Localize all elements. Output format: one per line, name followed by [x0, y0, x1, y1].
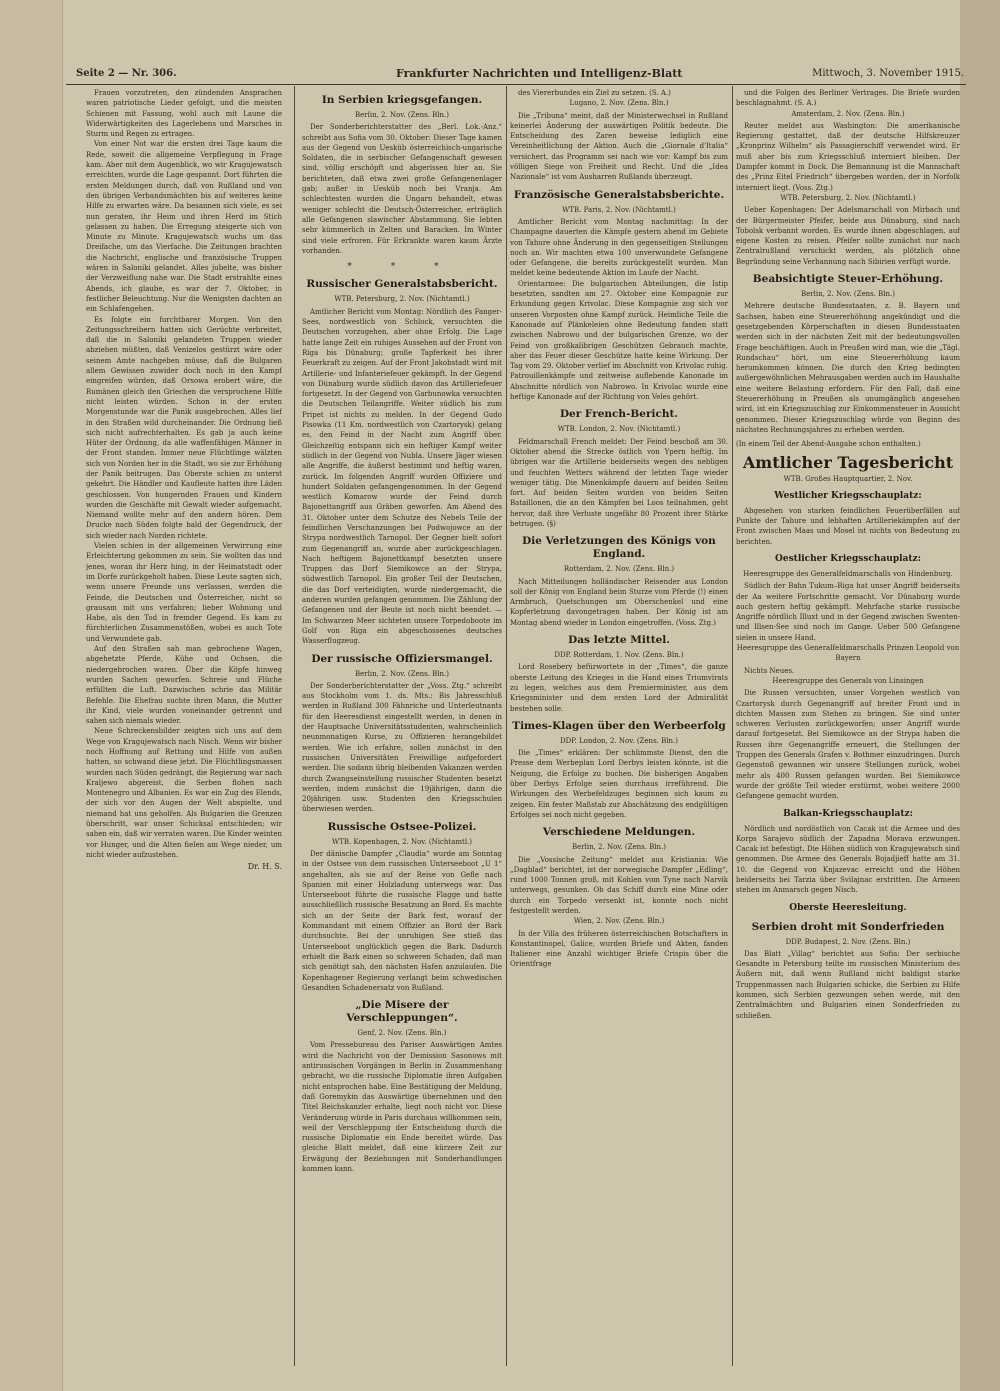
- masthead: Frankfurter Nachrichten und Intelligenz-Blatt: [396, 67, 683, 80]
- column-1: [86, 88, 282, 1366]
- article-body: und die Folgen des Berliner Vertrages. Die Briefe wurden beschlagnahmt. (S. A.): [736, 89, 960, 108]
- column-rule: [732, 86, 733, 1366]
- article-body: Abgesehen von starken feindlichen Feuerüberfällen auf Punkte der Tahure und lebhaften Artilleriekämpfen auf der Front zwischen Maas und Mosel ist nichts von Bedeutung zu berichten.: [736, 506, 960, 546]
- article-body: Ueber Kopenhagen: Der Adelsmarschall von Mirbach und der Bürgermeister Pfeifer, beide aus Dünaburg, sind nach Tobolsk verbannt worden. Es wurde ihnen abgeschlagen, auf eigene Kosten zu reisen. Pfeifer sollte zunächst nur nach Zentralrußland verschickt werden, als plötzlich ohne Begründung seine Verbannung nach Sibirien verfügt wurde.: [736, 206, 960, 266]
- headline-tax-increase: Beabsichtigte Steuer-Erhöhung.: [752, 273, 944, 286]
- dateline: WTB. Paris, 2. Nov. (Nichtamtl.): [562, 205, 676, 214]
- article-body: Nördlich und nordöstlich von Cacak ist die Armee und des Korps Sarajevo südlich der Zapadna Morava erzwungen. Cacak ist befestigt. Die Höhen südlich von Kragujewatsch sind genommen. Die Armee des Generals Bojadjieff hatte am 31. 10. die Gegend von Knjazevac erreicht und die Höhen beiderseits bei Tarzia über Svilajnac erstritten. Die Armeen stehen im Anmarsch gegen Nisch.: [736, 824, 960, 895]
- article-paragraph: Frauen vorzutreten, den zündenden Ansprachen waren patriotische Lieder gefolgt, und die meisten Schienen mit Fassung, wohl auch mit Laune die Widerwärtigkeiten des Lagerlebens und Marsches in Sturm und Regen zu ertragen.: [86, 89, 282, 139]
- article-body: Nichts Neues.: [744, 666, 795, 675]
- edition-note: (In einem Teil der Abend-Ausgabe schon enthalten.): [736, 440, 921, 449]
- article-body: Das Blatt „Villag“ berichtet aus Sofia: Der serbische Gesandte in Petersburg teilte im russischen Ministerium des Äußern mit, daß wenn Rußland nicht baldigst starke Truppenmassen nach Bulgarien schicke, die Serbien zu Hilfe kommen, sich Serbien gezwungen sehen werde, mit den Zentralmächten und Bulgarien einen Sonderfrieden zu schließen.: [736, 949, 960, 1020]
- article-paragraph: Auf den Straßen sah man gebrochene Wagen, abgehetzte Pferde, Kühe und Ochsen, die niedergebrochen waren. Über die Köpfe hinweg wurden Sachen geworfen. Schreie und Flüche erfüllten die Luft. Dazwischen schrie das Militär Befehle. Die Ehefrau suchte ihren Mann, die Mutter ihr Kind, viele wurden voneinander getrennt und sahen sich niemals wieder.: [86, 645, 282, 726]
- dateline: Genf, 2. Nov. (Zens. Bln.): [357, 1029, 447, 1038]
- report-signature: Oberste Heeresleitung.: [789, 902, 907, 913]
- article-body: In der Villa des früheren österreichischen Botschafters in Konstantinopel, Galice, wurden Briefe und Akten, fanden Italiener eine Anzahl wichtiger Briefe Crispis über die Orientfrage: [510, 929, 728, 969]
- dateline: Rotterdam, 2. Nov. (Zens. Bln.): [563, 565, 675, 574]
- dateline: WTB. London, 2. Nov. (Nichtamtl.): [557, 425, 681, 434]
- headline-serbia-separate-peace: Serbien droht mit Sonderfrieden: [751, 920, 945, 933]
- headline-times-complaints: Times-Klagen über den Werbeerfolg: [512, 719, 726, 732]
- headline-baltic-police: Russische Ostsee-Polizei.: [327, 820, 477, 833]
- article-body: Der Sonderberichterstatter des „Berl. Lok.-Anz.“ schreibt aus Sofia vom 30. Oktober: Dieser Tage kamen aus der Gegend von Uesküb österreichisch-ungarische Soldaten, die in serbischer Gefangenschaft gewesen sind, völlig erschöpft und abgerissen hier an. Sie berichteten, daß etwa zwei große Gefangenenlager gab; außer in Uesküb noch bei Vranja. Am schlechtesten wurden die Ungarn behandelt, etwas weniger schlecht die Deutsch-Österreicher, erträglich alle Gefangenen slawischer Abstammung. Sie lebten sehr kümmerlich in Zelten und Baracken. Im Winter sind viele erfroren. Für Erkrankte waren kaum Ärzte vorhanden.: [302, 123, 502, 255]
- article-body: Lord Rosebery befürwortete in der „Times“, die ganze oberste Leitung des Krieges in die Hand eines Triumvirats zu legen, welches aus dem Premierminister, aus dem Kriegsminister und dem ersten Lord der Admiralität bestehen solle.: [510, 663, 728, 713]
- headline-officer-shortage: Der russische Offiziersmangel.: [311, 652, 493, 665]
- dateline: Berlin, 2. Nov. (Zens. Bln.): [800, 290, 896, 299]
- army-group: Heeresgruppe des Generals von Linsingen: [772, 676, 924, 685]
- column-2: [302, 88, 502, 1366]
- subheading-eastern-front: Oestlicher Kriegsschauplatz:: [775, 553, 921, 564]
- previous-page-edge: [0, 0, 63, 1391]
- article-paragraph: Von einer Not war die ersten drei Tage kaum die Rede, soweit die allgemeine Verpflegung in Frage kam. Aber mit dem Augenblick, wo wir Kragujewatsch erreichten, wurde die Lage gespannt. Dort führten die ersten Meldungen durch, daß von Rußland und von den übrigen Verbandsmächten bis auf weiteres keine Hilfe zu erwarten wäre. Da besannen sich viele, es sei nun geraten, ihr Heim und ihren Herd im Stich gelassen zu haben. Die Erregung steigerte sich von Minute zu Minute. Kragujewatsch wuchs um das Dreifache, um das Vierfache. Die Zeitungen brachten die Nachricht, englische und französische Truppen wären in Saloniki gelandet. Alles jubelte, was bisher der Verzweiflung nahe war. Die Stadt erstrahlte eines Abends, ich glaube, es war der 7. Oktober, in festlicher Beleuchtung. Nur die Wenigsten dachten an ein Schlafengehen.: [86, 140, 282, 314]
- headline-french-report: Der French-Bericht.: [559, 408, 679, 421]
- next-page-edge: [960, 0, 1000, 1391]
- article-body: Die „Tribuna“ meint, daß der Ministerwechsel in Rußland keinerlei Änderung der auswärtigen Politik bedeute. Die Entscheidung des Zaren beweise lediglich eine Vereinheitlichung der Aktion. Auch die „Giornale d'Italia“ versichert, das Programm sei nach wie vor: Kampf bis zum völligen Siege von Freiheit und Recht. Und die „Idea Nazionale“ ist vom Ausharren Rußlands überzeugt.: [510, 111, 728, 182]
- headline-serbia-prisoners: In Serbien kriegsgefangen.: [321, 94, 483, 106]
- headline-official-daily-report: Amtlicher Tagesbericht: [742, 452, 954, 472]
- author-signature: Dr. H. S.: [247, 862, 282, 872]
- column-rule: [506, 86, 507, 1366]
- page-header: [66, 62, 966, 85]
- article-body: Orientarmee: Die bulgarischen Abteilungen, die Istip besetzten, sandten am 27. Oktober eine Kompagnie zur Erkundung gegen Krivolac. Diese Kompagnie zog sich vor unseren Vorposten ohne Kampf zurück. Heimliche Teile die Kanonade auf Plänkeleien ohne Bedeutung fanden statt zwischen Nabrowo und der bulgarischen Grenze, wo der Feind von großkalibrigen Geschützen Gebrauch machte, aber das Feuer dieser Geschütze hatte keine Wirkung. Der Tag vom 29. Oktober verlief im Abschnitt von Krivolac ruhig. Patrouillenkämpfe und zeitweise auflebende Kanonade im Abschnitte nördlich von Nabrowo. In Krivolac wurde eine heftige Kanonade auf der Richtung von Veles gehört.: [510, 279, 728, 402]
- separator-stars: * * *: [347, 262, 457, 273]
- dateline: WTB. Großes Hauptquartier, 2. Nov.: [783, 474, 913, 483]
- dateline: WTB. Petersburg, 2. Nov. (Nichtamtl.): [780, 193, 916, 202]
- article-body: Vom Pressebureau des Pariser Auswärtigen Amtes wird die Nachricht von der Demission Sasonows mit antirussischen Vorgängen in Berlin in Zusammenhang gebracht, wo die russische Diplomatie ihren Aufgaben nicht entsprochen habe. Eine Bestätigung der Meldung, daß Goremykin das Auswärtige übernehmen und den Titel Reichskanzler erhalte, liegt noch nicht vor. Diese Veränderung würde in Paris durchaus willkommen sein, weil der Verschleppung der Entscheidung durch die russische Diplomatie ein Ende bereitet würde. Das gleiche Blatt meldet, daß eine kürzere Zeit zur Erwägung der Beziehungen mit Sonderhandlungen kommen kann.: [302, 1041, 502, 1174]
- article-paragraph: Es folgte ein furchtbarer Morgen. Von den Zeitungsschreibern hatten sich Gerüchte verbreitet, daß die in Saloniki gelandeten Truppen wieder abziehen müßten, daß Venizelos gestürzt wäre oder seinem Amte nachgeben müsse, daß die Bulgaren allem Gewissen zuwider doch noch in den Kampf eingreifen würden, daß Orsowa erobert wäre, die Rumänen gleich den Griechen die versprochene Hilfe nicht leisten würden. Schon in der ersten Morgenstunde war die Panik ausgebrochen. Alles lief in den Straßen wild durcheinander. Die Ordnung ließ sich nicht aufrechterhalten. Es gab ja auch keine Hüter der Ordnung, da alle waffenfähigen Männer in der Front standen. Immer neue Flüchtlinge wälzten sich von Norden her in die Stadt, wo sie zur Erhöhung der Panik beitrugen. Das Oberste schien zu unterst gekehrt. Die Händler und Kaufleute hatten ihre Läden geschlossen. Von hungernden Frauen und Kindern wurden die Geschäfte mit Gewalt wieder aufgemacht. Niemand wollte mehr auf den andern hören. Dem Drucke nach Süden folgte bald der Gegendruck, der sich wieder nach Norden richtete.: [86, 315, 282, 540]
- army-group: Heeresgruppe des Generalfeldmarschalls von Hindenburg.: [743, 569, 953, 578]
- dateline: Amsterdam, 2. Nov. (Zens. Bln.): [791, 109, 905, 118]
- column-3: [510, 88, 728, 1366]
- headline-last-resort: Das letzte Mittel.: [568, 634, 670, 647]
- article-body: Die „Vossische Zeitung“ meldet aus Kristiania: Wie „Dagblad“ berichtet, ist der norwegische Dampfer „Edling“, rund 1000 Tonnen groß, mit Kohlen vom Tyne nach Narvik unterwegs, gesunken. Ob das Schiff durch eine Mine oder durch ein Torpedo versenkt ist, konnte noch nicht festgestellt werden.: [510, 855, 728, 915]
- article-body: Der Sonderberichterstatter der „Voss. Ztg.“ schreibt aus Stockholm vom 1. ds. Mts.: Bis Jahresschluß werden in Rußland 300 Fähnriche und Unterleutnants für den Heeresdienst eingestellt werden, in denen in der Hauptsache Universitätsstudenten, wahrscheinlich neunmonatigen Kurse, zu Offizieren herangebildet werden. Wie ich erfahre, sollen zunächst in den russischen Universitäten Freiwillige aufgefordert werden. Die sodann übrig bleibenden Vakanzen werden durch Zwangseinstellung russischer Studenten besetzt werden, indem zunächst die 19jährigen, dann die 20jährigen usw. Studenten den Kriegsschulen überwiesen werden.: [302, 681, 502, 814]
- dateline: Wien, 2. Nov. (Zens. Bln.): [573, 917, 665, 926]
- dateline: Berlin, 2. Nov. (Zens. Bln.): [571, 843, 667, 852]
- article-body: Mehrere deutsche Bundesstaaten, z. B. Bayern und Sachsen, haben eine Steuererhöhung angekündigt und die gesetzgebenden Körperschaften in diesen Bundesstaaten werden sich in der nächsten Zeit mit der bedeutungsvollen Frage beschäftigen. Auch in Preußen wird man, wie die „Tägl. Rundschau“ hört, um eine Steuererhöhung kaum herumkommen können. Die durch den Krieg bedingten außergewöhnlichen Mehrausgaben werden auch im Haushalte eine weitere Belastung erfordern. Für den Fall, daß eine Steuererhöhung in Preußen als unumgänglich angesehen wird, ist ein Kriegszuschlag zur Einkommensteuer in Aussicht genommen. Dieser Kriegszuschlag würde von Beginn des nächsten Rechnungsjahres zu erheben werden.: [736, 302, 960, 434]
- article-body: Die „Times“ erklären: Der schlimmste Dienst, den die Presse dem Werbeplan Lord Derbys leisten könnte, ist die Neigung, die Erfolge zu buchen. Die bisherigen Angaben über Derbys Erfolge seien durchaus irreführend. Die Wirkungen des Werbefeldzuges beginnen sich kaum zu zeigen. Ein fester Maßstab zur Abschätzung des endgültigen Erfolges sei noch nicht gegeben.: [510, 749, 728, 819]
- issue-date: Mittwoch, 3. November 1915.: [812, 68, 964, 79]
- dateline: DDP. London, 2. Nov. (Zens. Bln.): [560, 736, 678, 745]
- dateline: Lugano, 2. Nov. (Zens. Bln.): [569, 99, 669, 108]
- article-body: des Viererbundes ein Ziel zu setzen. (S. A.): [518, 89, 671, 97]
- article-body: Südlich der Bahn Tukum–Riga hat unser Angriff beiderseits der Aa weitere Fortschritte gemacht. Vor Dünaburg wurde auch gestern heftig gekämpft. Mehrfache starke russische Angriffe nördlich Illuxt und in der Gegend zwischen Swenten- und Illsen-See sind noch im Gange. Ueber 500 Gefangene sielen in unsere Hand.: [736, 582, 960, 642]
- article-body: Amtlicher Bericht vom Montag nachmittag: In der Champagne dauerten die Kämpfe gestern abend im Gebiete von Tahure ohne Änderung in den gegenseitigen Stellungen noch an. Wir machten etwa 100 unverwundete Gefangene oder Gefangene, die bereits zurückgestellt wurden. Man meldet keine bedeutende Aktion im Laufe der Nacht.: [510, 217, 728, 278]
- headline-king-injuries: Die Verletzungen des Königs von England.: [522, 535, 716, 561]
- army-group: Heeresgruppe des Generalfeldmarschalls Prinzen Leopold von Bayern: [736, 644, 960, 663]
- headline-misc-news: Verschiedene Meldungen.: [542, 826, 696, 839]
- article-paragraph: Vielen schien in der allgemeinen Verwirrung eine Erleichterung gekommen zu sein. Sie wollten das und jenes, woran ihr Herz hing, in der Heimatstadt oder im Dorfe zurückgeholt haben. Diese Leute sagten sich, wenn unsere Freunde uns verlassen, werden die Feinde, die Deutschen und Österreicher, nicht so grausam mit uns verfahren; lieber Wohnung und Habe, als den Tod in fremder Gegend. Es kam zu fürchterlichen Zusammenstößen, wobei es auch Tote und Verwundete gab.: [86, 542, 282, 643]
- dateline: Berlin, 2. Nov. (Zens. Bln.): [354, 669, 450, 678]
- article-paragraph: Neue Schreckensbilder zeigten sich uns auf dem Wege von Kragujewatsch nach Nisch. Wenn wir bisher noch Hoffnung auf Rettung und Hilfe von außen hatten, so schwand diese jetzt. Die Flüchtlingsmassen wurden nach Süden gedrängt, die Regierung war nach Kraljewo abgereist, die Serben flohen nach Montenegro und Albanien. Es war ein Zug des Elends, der sich vor den Augen der Welt abspielte, und niemand hat uns geholfen. Als Bulgarien die Grenzen überschritt, war unser Schicksal entschieden; wir sahen ein, daß wir verraten waren. Die Kinder weinten vor Hunger, und die Alten fielen am Wege nieder, um nicht wieder aufzustehen.: [86, 727, 282, 859]
- dateline: DDP. Budapest, 2. Nov. (Zens. Bln.): [785, 937, 911, 946]
- page-number: Seite 2 — Nr. 306.: [76, 68, 177, 79]
- subheading-western-front: Westlicher Kriegsschauplatz:: [774, 490, 922, 501]
- dateline: WTB. Petersburg, 2. Nov. (Nichtamtl.): [334, 295, 470, 304]
- article-body: Der dänische Dampfer „Claudia“ wurde am Sonntag in der Ostsee von dem russischen Unterseeboot „U 1“ angehalten, als sie auf der Reise von Gefle nach Spanien mit einer Holzladung unterwegs war. Das Unterseeboot führte die russische Flagge und hatte ausschließlich russische Besatzung an Bord. Es machte sich an der Seite der Bark fest, worauf der Kommandant mit einem Offizier an Bord der Bark durchsuchte. Bei der unruhigen See stieß das Unterseeboot unglücklich gegen die Bark. Dadurch erhielt die Bark einen so schweren Schaden, daß man sich genötigt sah, den nächsten Hafen anzulaufen. Die Kopenhagener Regierung verlangt beim schwedischen Gesandten Schadenersatz von Rußland.: [302, 850, 502, 992]
- headline-french-reports: Französische Generalstabsberichte.: [513, 188, 725, 201]
- dateline: DDP. Rotterdam, 1. Nov. (Zens. Bln.): [554, 651, 684, 660]
- article-body: Feldmarschall French meldet: Der Feind beschoß am 30. Oktober abend die Strecke östlich von Ypern heftig. Im übrigen war die Artillerie beiderseits wegen des nebligen und feuchten Wetters während der letzten Tage wieder weniger tätig. Die Minenkämpfe dauern auf beiden Seiten fort. Auf beiden Seiten wurden von beiden Seiten Bataillonen, die an den Kämpfen bei Loos teilnahmen, geht hervor, daß ihre Verluste ungefähr 80 Prozent ihrer Stärke betrugen. (§): [510, 437, 728, 528]
- headline-russian-report: Russischer Generalstabsbericht.: [306, 278, 498, 291]
- article-body: Nach Mitteilungen holländischer Reisender aus London soll der König von England beim Sturze vom Pferde (!) einen Armbruch, Quetschungen am Oberschenkel und eine Kopferletzung davongetragen haben. Der König ist am Montag abend wieder in London eingetroffen. (Voss. Ztg.): [510, 577, 728, 627]
- column-4: [736, 88, 960, 1366]
- dateline: WTB. Kopenhagen, 2. Nov. (Nichtamtl.): [331, 837, 473, 846]
- article-body: Die Russen versuchten, unser Vorgehen westlich von Czartorysk durch Gegenangriff auf breiter Front und in dichten Massen zum Stehen zu bringen. Sie sind unter schweren Verlusten zurückgeworfen; unser Angriff wurde darauf fortgesetzt. Bei Siemikowce an der Strypa haben die Russen ihre Gegenangriffe erneuert, die Stellungen der Truppen des Generals Grafen v. Bothmer einzudringen. Durch Gegenstoß gewannen wir unsere Stellungen zurück, wobei mehr als 400 Russen gefangen wurden. Bei Siemikowce wurde der größte Teil wieder erstürmt, wobei weitere 2000 Gefangene gemacht wurden.: [736, 689, 960, 801]
- article-body: Amtlicher Bericht vom Montag: Nördlich des Fanger-Sees, nordwestlich von Schlock, versuchten die Deutschen vorzugehen, aber ohne Erfolg. Die Lage hatte lange Zeit ein ruhiges Aussehen auf der Front von Riga bis Dünaburg; große Tapferkeit bei ihrer Feuerkraft zu zeigen. Auf der Front Jakobstadt wird mit Artillerie- und Infanteriefeuer gekämpft. In der Gegend von Dünaburg wurde südlich davon das Artilleriefeuer fortgesetzt. In der Gegend von Garbunowka versuchten die Deutschen Teilangriffe. Weiter südlich bis zum Pripet ist nichts zu melden. In der Gegend Gudo Pisowka (11 Km. nordwestlich von Czartorysk) gelang es, den Feind in der Nacht zum Angriff über. Gleichzeitig entspann sich ein heftiger Kampf weiter südlich in der Gegend von Nubla. Unsere Jäger wiesen alle Angriffe, die äußerst bestimmt und heftig waren, zurück. Im folgenden Angriff wurden Offiziere und hundert Soldaten gefangengenommen. In der Gegend westlich Komarow wurde der Feind durch Bajonettangriff aus Gräben geworfen. Am Abend des 31. Oktober unter dem Schutze des Nebels Teile der feindlichen Verschanzungen bei Podwojowce an der Strypa nordwestlich Tarnopol. Der Gegner hielt sofort zum Gegenangriff an, wurde aber zurückgeschlagen. Nach heftigem Bajonettkampf besetzten unsere Truppen das Dorf Siemikowce an der Strypa, südwestlich Tarnopol. Ein großer Teil der Deutschen, die das Dorf verteidigten, wurde niedergemacht, die anderen wurden gefangen genommen. Die Zählung der Gefangenen und der Beute ist noch nicht beendet. — Im Schwarzen Meer sichteten unsere Torpedoboote im Golf von Riga ein abgeschossenes deutsches Wasserflugzeug.: [302, 307, 502, 646]
- article-body: Reuter meldet aus Washington: Die amerikanische Regierung gestattet, daß der deutsche Hilfskreuzer „Kronprinz Wilhelm“ als Passagierschiff verwendet wird. Er muß aber bis zum Kriegsschluß interniert bleiben. Der Dampfer kommt in Dock. Die Bemannung ist die Mannschaft des „Prinz Eitel Friedrich“ übergeben worden, der in Norfolk interniert liegt. (Voss. Ztg.): [736, 121, 960, 192]
- dateline: Berlin, 2. Nov. (Zens. Bln.): [354, 111, 450, 119]
- subheading-balkan-front: Balkan-Kriegsschauplatz:: [783, 808, 913, 819]
- column-rule: [294, 86, 295, 1366]
- headline-misery: „Die Misere der Verschleppungen“.: [346, 999, 458, 1025]
